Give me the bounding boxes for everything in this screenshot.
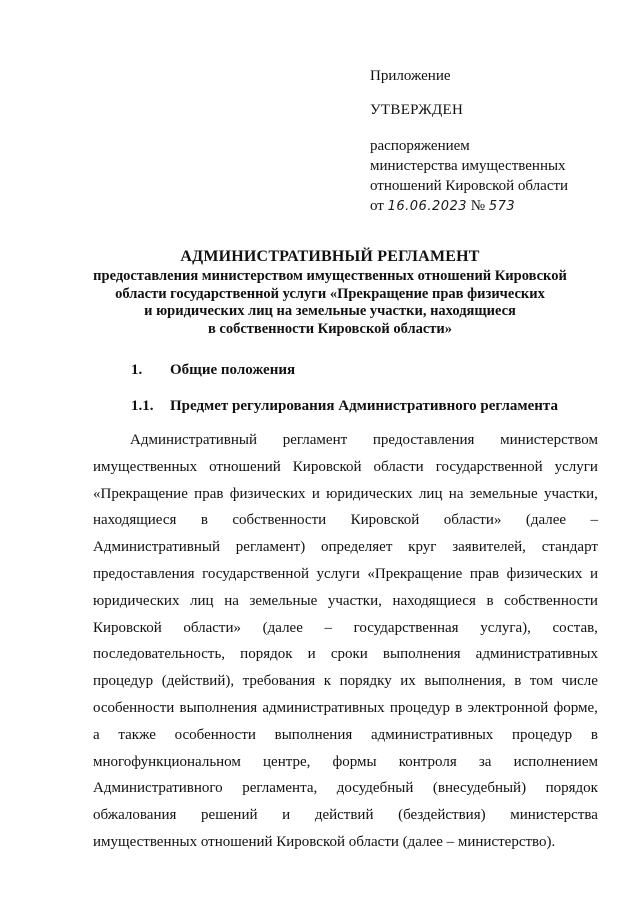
handwritten-number: 573	[488, 199, 516, 214]
paragraph-line: юридических лиц на земельные участки, находящиеся в собственности	[93, 592, 598, 609]
number-prefix: №	[470, 198, 486, 214]
subsection-heading	[131, 396, 558, 416]
document-title-block	[80, 246, 580, 338]
section-heading	[131, 360, 295, 380]
approval-line: распоряжением	[370, 138, 470, 154]
approval-line: отношений Кировской области	[370, 178, 569, 194]
approval-date-line	[370, 196, 610, 217]
paragraph-line: Кировской области» (далее – государственная услуга), состав,	[93, 619, 598, 636]
paragraph-line: процедур (действий), требования к порядку их выполнения, в том числе	[93, 673, 598, 690]
paragraph-line: а также особенности выполнения административных процедур в	[93, 726, 598, 743]
subsection-number: 1.1.	[131, 398, 154, 414]
document-title: АДМИНИСТРАТИВНЫЙ РЕГЛАМЕНТ	[180, 248, 480, 265]
paragraph-line: предоставления государственной услуги «Прекращение прав физических и	[93, 565, 598, 582]
paragraph-line: многофункциональном центре, формы контроля за исполнением	[93, 753, 598, 770]
section-number: 1.	[131, 362, 143, 378]
paragraph-line: Административный регламент предоставления министерством	[130, 432, 598, 448]
appendix-label: Приложение	[370, 68, 451, 84]
paragraph-line: имущественных отношений Кировской области государственной услуги	[93, 458, 598, 475]
approval-block	[370, 66, 610, 217]
title-sub-line: области государственной услуги «Прекращение прав физических	[115, 285, 545, 302]
date-prefix: от	[370, 198, 384, 214]
paragraph-line: Административного регламента, досудебный (внесудебный) порядок	[93, 780, 598, 797]
approval-line: министерства имущественных	[370, 158, 566, 174]
title-sub-line: и юридических лиц на земельные участки, находящиеся	[144, 303, 516, 319]
paragraph-line: «Прекращение прав физических и юридических лиц на земельные участки,	[93, 485, 598, 502]
paragraph-line: находящиеся в собственности Кировской области» (далее –	[93, 512, 598, 529]
paragraph-line: последовательность, порядок и сроки выполнения административных	[93, 646, 598, 663]
paragraph-line: обжалования решений и действий (бездействия) министерства	[93, 807, 598, 824]
subsection-title: Предмет регулирования Административного регламента	[170, 398, 558, 414]
approved-label: УТВЕРЖДЕН	[370, 102, 464, 118]
paragraph-line: имущественных отношений Кировской области (далее – министерство).	[93, 833, 556, 850]
paragraph-line: особенности выполнения административных процедур в электронной форме,	[93, 699, 598, 716]
title-sub-line: в собственности Кировской области»	[207, 320, 453, 337]
paragraph-line: Административный регламент) определяет круг заявителей, стандарт	[93, 539, 598, 556]
handwritten-date: 16.06.2023	[387, 199, 468, 214]
title-sub-line: предоставления министерством имущественных отношений Кировской	[93, 268, 567, 284]
section-title: Общие положения	[170, 362, 296, 378]
body-paragraph	[93, 427, 598, 856]
